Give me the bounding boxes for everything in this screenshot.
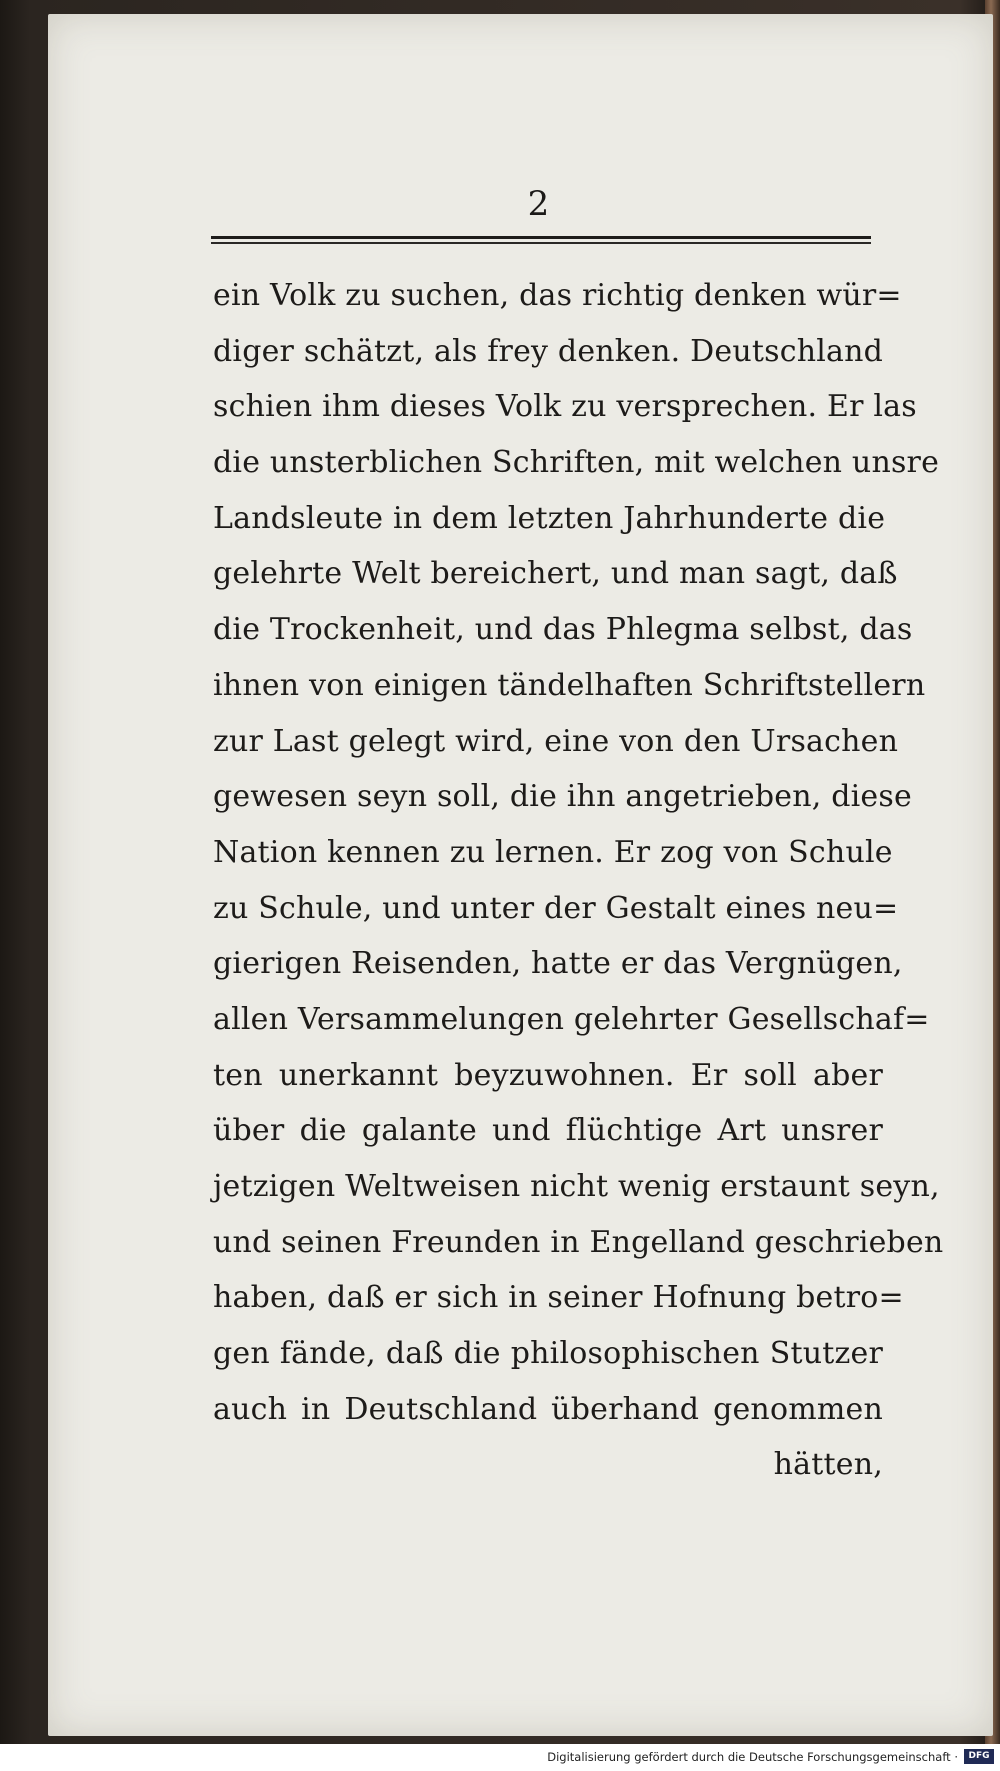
text-line: gen fände, daß die philosophischen Stutzer — [213, 1336, 883, 1372]
catchword: hätten, — [773, 1447, 883, 1483]
text-line: ten unerkannt beyzuwohnen. Er soll aber — [213, 1057, 883, 1093]
text-line: allen Versammelungen gelehrter Gesellschaf= — [213, 1001, 930, 1037]
text-line: die unsterblichen Schriften, mit welchen unsre — [213, 445, 940, 481]
text-line: die Trockenheit, und das Phlegma selbst, das — [213, 612, 913, 648]
text-line: Nation kennen zu lernen. Er zog von Schule — [213, 834, 893, 870]
text-line: schien ihm dieses Volk zu versprechen. Er las — [213, 389, 917, 425]
text-line: gelehrte Welt bereichert, und man sagt, daß — [213, 556, 898, 592]
text-line: ein Volk zu suchen, das richtig denken wür= — [213, 278, 902, 313]
text-line: zu Schule, und unter der Gestalt eines neu= — [213, 890, 899, 926]
text-line: über die galante und flüchtige Art unsrer — [213, 1113, 883, 1149]
body-text — [213, 268, 944, 1493]
header-rule — [211, 236, 871, 244]
text-line: jetzigen Weltweisen nicht wenig erstaunt seyn, — [213, 1169, 940, 1204]
text-line: und seinen Freunden in Engelland geschrieben — [213, 1224, 944, 1260]
text-line: diger schätzt, als frey denken. Deutschland — [213, 333, 884, 369]
text-line: ihnen von einigen tändelhaften Schriftstellern — [213, 667, 926, 703]
text-line: Landsleute in dem letzten Jahrhunderte die — [213, 500, 886, 536]
text-line: haben, daß er sich in seiner Hofnung betro= — [213, 1280, 904, 1316]
text-line: zur Last gelegt wird, eine von den Ursachen — [213, 723, 899, 759]
page-number: 2 — [527, 184, 550, 224]
digitization-footer — [0, 1744, 1000, 1771]
text-line: gierigen Reisenden, hatte er das Vergnügen, — [213, 946, 903, 982]
text-line: auch in Deutschland überhand genommen — [213, 1391, 883, 1427]
dfg-logo: DFG — [964, 1749, 994, 1764]
text-line: gewesen seyn soll, die ihn angetrieben, diese — [213, 779, 912, 815]
funding-notice: Digitalisierung gefördert durch die Deutsche Forschungsgemeinschaft · — [547, 1750, 958, 1764]
